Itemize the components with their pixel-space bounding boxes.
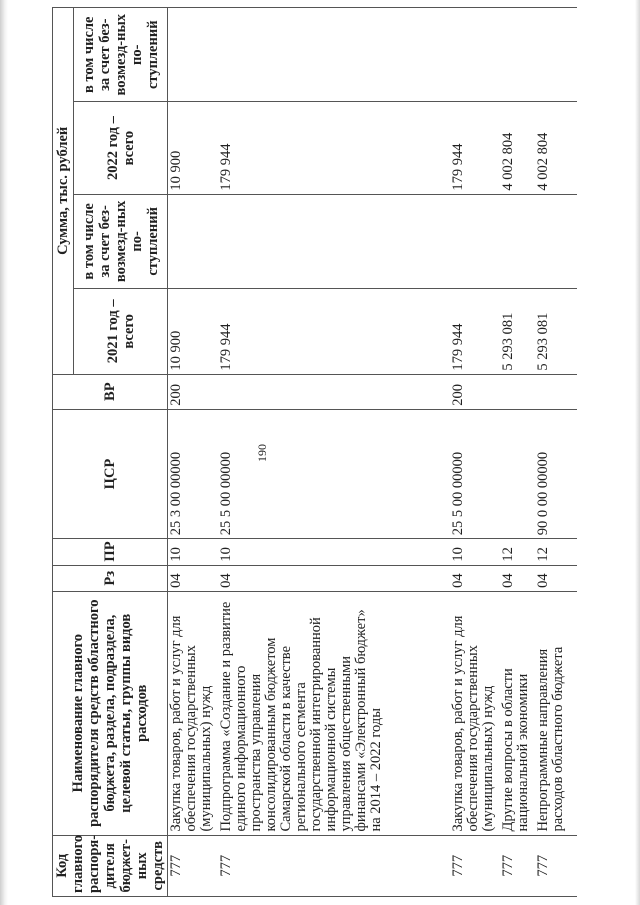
header-rz: Рз xyxy=(53,565,168,591)
cell-2021-free xyxy=(218,194,450,288)
cell-2022-total: 4 002 804 xyxy=(500,102,535,194)
cell-2021-total: 179 944 xyxy=(450,289,500,375)
table-row xyxy=(218,8,450,897)
cell-code: 777 xyxy=(500,835,535,896)
table-row xyxy=(168,8,219,897)
cell-pr: 12 xyxy=(500,539,535,565)
cell-vr xyxy=(500,374,535,409)
cell-csr xyxy=(500,409,535,539)
header-vr: ВР xyxy=(53,374,168,409)
cell-2021-total: 5 293 081 xyxy=(500,289,535,375)
cell-2021-total: 10 900 xyxy=(168,289,219,375)
cell-name: Непрограммные направления расходов областного бюджета xyxy=(535,591,577,835)
cell-2021-total: 179 944 xyxy=(218,289,450,375)
cell-2021-free xyxy=(168,194,219,288)
cell-2022-total: 10 900 xyxy=(168,102,219,194)
cell-csr: 25 3 00 00000 xyxy=(168,409,219,539)
cell-rz: 04 xyxy=(218,565,450,591)
rotated-page-content xyxy=(52,7,637,897)
cell-2022-total: 4 002 804 xyxy=(535,102,577,194)
cell-2022-free xyxy=(218,8,450,102)
cell-2021-free xyxy=(450,194,500,288)
cell-name: Закупка товаров, работ и услуг для обеспечения государственных (муниципальных) нужд xyxy=(450,591,500,835)
header-2022-free: в том числе за счет без-возмезд-ных по-ступлений xyxy=(74,8,168,102)
cell-rz: 04 xyxy=(168,565,219,591)
cell-pr: 10 xyxy=(450,539,500,565)
cell-csr: 90 0 00 00000 xyxy=(535,409,577,539)
cell-vr xyxy=(218,374,450,409)
cell-rz: 04 xyxy=(450,565,500,591)
cell-vr: 200 xyxy=(450,374,500,409)
header-sum-group: Сумма, тыс. рублей xyxy=(53,8,74,375)
header-2021-total: 2021 год – всего xyxy=(74,289,168,375)
cell-rz: 04 xyxy=(500,565,535,591)
header-code: Код главного распоря-дителя бюджет-ных средств xyxy=(53,835,168,896)
header-pr: ПР xyxy=(53,539,168,565)
cell-pr: 12 xyxy=(535,539,577,565)
cell-2021-free xyxy=(500,194,535,288)
header-name: Наименование главного распорядителя средств областного бюджета, раздела, подраздела, целевой статьи, группы видов расходов xyxy=(53,591,168,835)
cell-2022-free xyxy=(535,8,577,102)
cell-2021-total: 5 293 081 xyxy=(535,289,577,375)
cell-2022-free xyxy=(450,8,500,102)
header-csr: ЦСР xyxy=(53,409,168,539)
cell-code: 777 xyxy=(218,835,450,896)
header-2022-total: 2022 год – всего xyxy=(74,102,168,194)
cell-2022-total: 179 944 xyxy=(450,102,500,194)
page-number: 190 xyxy=(255,444,269,462)
cell-vr xyxy=(535,374,577,409)
cell-2021-free xyxy=(535,194,577,288)
cell-name: Закупка товаров, работ и услуг для обеспечения государственных (муниципальных) нужд xyxy=(168,591,219,835)
cell-name: Другие вопросы в области национальной экономики xyxy=(500,591,535,835)
cell-csr: 25 5 00 00000 xyxy=(450,409,500,539)
scan-edge-left xyxy=(0,0,8,905)
cell-pr: 10 xyxy=(218,539,450,565)
table-row xyxy=(500,8,535,897)
header-2021-free: в том числе за счет без-возмезд-ных по-ступлений xyxy=(74,194,168,288)
cell-code: 777 xyxy=(450,835,500,896)
cell-name: Подпрограмма «Создание и развитие единого информационного пространства управления консолидированным бюджетом Самарской области в качестве регионального сегмента государственной интегрированной информационной системы управления общественными финансами «Электронный бюджет» на 2014 – 2022 годы xyxy=(218,591,450,835)
table-body xyxy=(168,8,578,897)
table-row xyxy=(535,8,577,897)
table-header xyxy=(53,8,168,897)
budget-table xyxy=(52,7,577,897)
cell-2022-total: 179 944 xyxy=(218,102,450,194)
cell-pr: 10 xyxy=(168,539,219,565)
cell-2022-free xyxy=(500,8,535,102)
cell-csr: 25 5 00 00000 xyxy=(218,409,450,539)
cell-rz: 04 xyxy=(535,565,577,591)
cell-vr: 200 xyxy=(168,374,219,409)
table-row xyxy=(450,8,500,897)
cell-code: 777 xyxy=(168,835,219,896)
cell-code: 777 xyxy=(535,835,577,896)
cell-2022-free xyxy=(168,8,219,102)
